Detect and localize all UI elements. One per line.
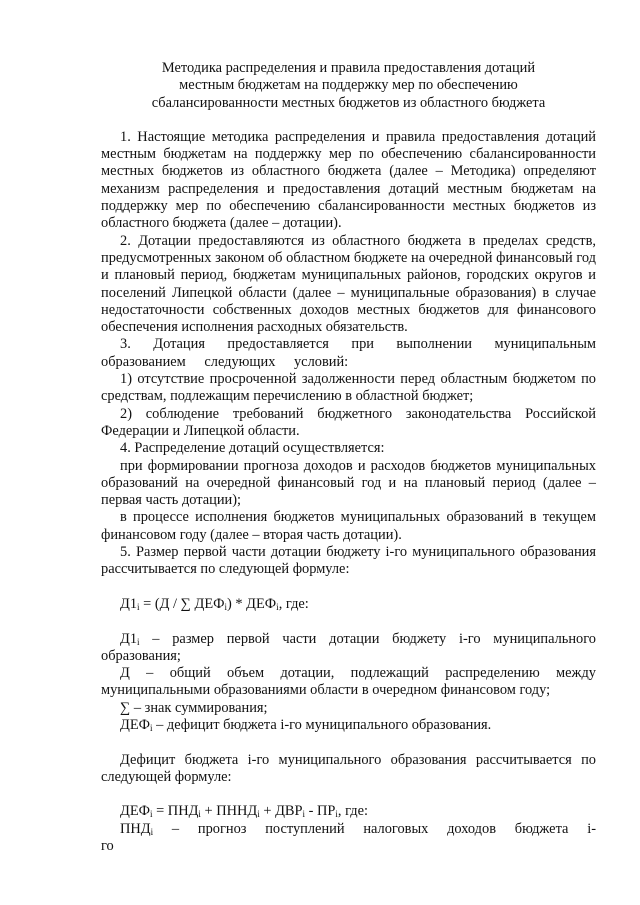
formula-subscript: i xyxy=(137,636,140,647)
formula-subscript: i xyxy=(137,601,140,612)
formula-term: ) * ДЕФ xyxy=(227,595,277,612)
formula-term: = ПНД xyxy=(152,803,199,820)
spacer xyxy=(101,579,596,596)
title-line-2: местным бюджетам на поддержку мер по обеспечению xyxy=(179,77,518,94)
paragraph-1: 1. Настоящие методика распределения и правила предоставления дотаций местным бюджетам на поддержку мер по обеспечению сбалансированности местных бюджетов из областного бюджета (далее – Методика) определяют механизм распределения и предоставления дотаций местным бюджетам на поддержку мер по обеспечению сбалансированности местных бюджетов из областного бюджета (далее – дотации). xyxy=(101,128,596,232)
formula-deficit xyxy=(101,803,596,820)
paragraph-5: 5. Размер первой части дотации бюджету i-го муниципального образования рассчитывается по следующей формуле: xyxy=(101,544,596,578)
definition-symbol: ДЕФ xyxy=(120,716,150,733)
formula-term: ДЕФ xyxy=(120,803,150,820)
definition-text: – прогноз поступлений налоговых доходов бюджета i-го xyxy=(101,820,596,855)
definition-sum: ∑ – знак суммирования; xyxy=(120,699,268,716)
formula-subscript: i xyxy=(335,809,338,820)
paragraph-4-item-2: в процессе исполнения бюджетов муниципальных образований в текущем финансовом году (далее – вторая часть дотации). xyxy=(101,509,596,543)
definition-d1 xyxy=(101,631,596,666)
formula-subscript: i xyxy=(150,826,154,837)
title-line-1: Методика распределения и правила предоставления дотаций xyxy=(161,60,536,76)
formula-term: , где: xyxy=(278,595,309,612)
formula-term: - ПР xyxy=(305,803,336,820)
definition-d: Д – общий объем дотации, подлежащий распределению между муниципальными образованиями области в очередном финансовом году; xyxy=(101,665,596,699)
paragraph-3-condition-1: 1) отсутствие просроченной задолженности перед областным бюджетом по средствам, подлежащим перечислению в областной бюджет; xyxy=(101,371,596,405)
formula-subscript: i xyxy=(198,809,201,820)
title-line-3: сбалансированности местных бюджетов из областного бюджета xyxy=(151,94,546,111)
document-title xyxy=(101,60,596,112)
formula-term: + ДВР xyxy=(259,803,303,820)
formula-subscript: i xyxy=(257,809,260,820)
spacer xyxy=(101,786,596,803)
spacer xyxy=(101,734,596,751)
definition-symbol: Д1 xyxy=(120,630,138,647)
formula-subscript: i xyxy=(224,601,227,612)
paragraph-4: 4. Распределение дотаций осуществляется: xyxy=(120,440,385,457)
formula-subscript: i xyxy=(276,601,279,612)
formula-term: , где: xyxy=(337,803,369,820)
definition-symbol: ПНД xyxy=(120,820,151,837)
formula-subscript: i xyxy=(149,809,153,820)
definition-text: – дефицит бюджета i-го муниципального образования. xyxy=(152,716,492,733)
formula-term: + ПННД xyxy=(200,803,258,820)
formula-first-part xyxy=(101,596,596,613)
formula-subscript: i xyxy=(149,722,153,733)
definition-pnd xyxy=(101,821,596,856)
deficit-intro: Дефицит бюджета i-го муниципального образования рассчитывается по следующей формуле: xyxy=(101,751,596,785)
paragraph-2: 2. Дотации предоставляются из областного бюджета в пределах средств, предусмотренных законом об областном бюджете на очередной финансовый год и плановый период, бюджетам муниципальных районов, городских округов и поселений Липецкой области (далее – муниципальные образования) в случае недостаточности собственных доходов местных бюджетов для финансового обеспечения исполнения расходных обязательств. xyxy=(101,232,596,336)
paragraph-4-item-1: при формировании прогноза доходов и расходов бюджетов муниципальных образований на очередной финансовый год и на плановый период (далее – первая часть дотации); xyxy=(101,457,596,509)
definition-def xyxy=(101,717,596,734)
paragraph-3: 3. Дотация предоставляется при выполнении муниципальным образованием следующих условий: xyxy=(101,336,596,370)
spacer xyxy=(101,613,596,630)
formula-subscript: i xyxy=(302,809,306,820)
formula-term: = (Д / ∑ ДЕФ xyxy=(139,595,225,612)
definition-text: – размер первой части дотации бюджету i-го муниципального образования; xyxy=(101,630,596,664)
formula-term: Д1 xyxy=(120,595,138,612)
paragraph-3-condition-2: 2) соблюдение требований бюджетного законодательства Российской Федерации и Липецкой области. xyxy=(101,405,596,439)
